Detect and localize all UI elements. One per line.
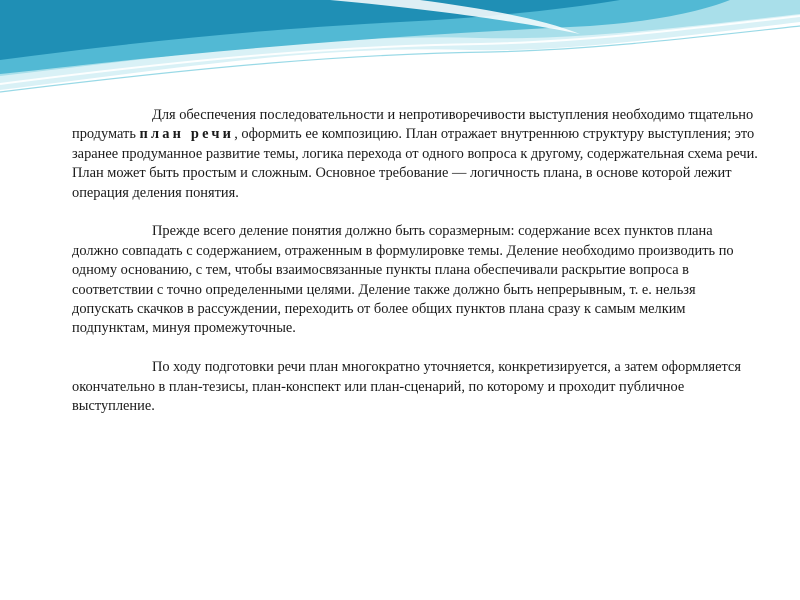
paragraph-1-text-before: Для обеспечения последовательности и непротиворечивости выступления необходимо тщательно продумать xyxy=(72,107,754,143)
paragraph-3: По ходу подготовки речи план многократно уточняется, конкретизируется, а затем оформляется окончательно в план-тезисы, план-конспект или план-сценарий, по которому и проходит публичное выступление. xyxy=(72,359,741,415)
paragraph-1-text-after: , оформить ее композицию. План отражает внутреннюю структуру выступления; это заранее продуманное развитие темы, логика перехода от одного вопроса к другому, содержательная схема речи. План может быть простым и сложным. Основное требование — логичность плана, в основе которой лежит операция деления понятия. xyxy=(72,126,758,201)
body-text xyxy=(72,106,760,436)
paragraph-2: Прежде всего деление понятия должно быть соразмерным: содержание всех пунктов плана должно совпадать с содержанием, отраженным в формулировке темы. Деление необходимо производить по одному основанию, с тем, чтобы взаимосвязанные пункты плана обеспечивали раскрытие вопроса в соответствии с точно определенными целями. Деление также должно быть непрерывным, т. е. нельзя допускать скачков в рассуждении, переходить от более общих пунктов плана сразу к самым мелким подпунктам, минуя промежуточные. xyxy=(72,223,734,337)
emphasis-plan-rechi: план речи xyxy=(139,126,235,143)
wave-header-decoration xyxy=(0,0,800,110)
paragraph-1 xyxy=(72,106,760,203)
